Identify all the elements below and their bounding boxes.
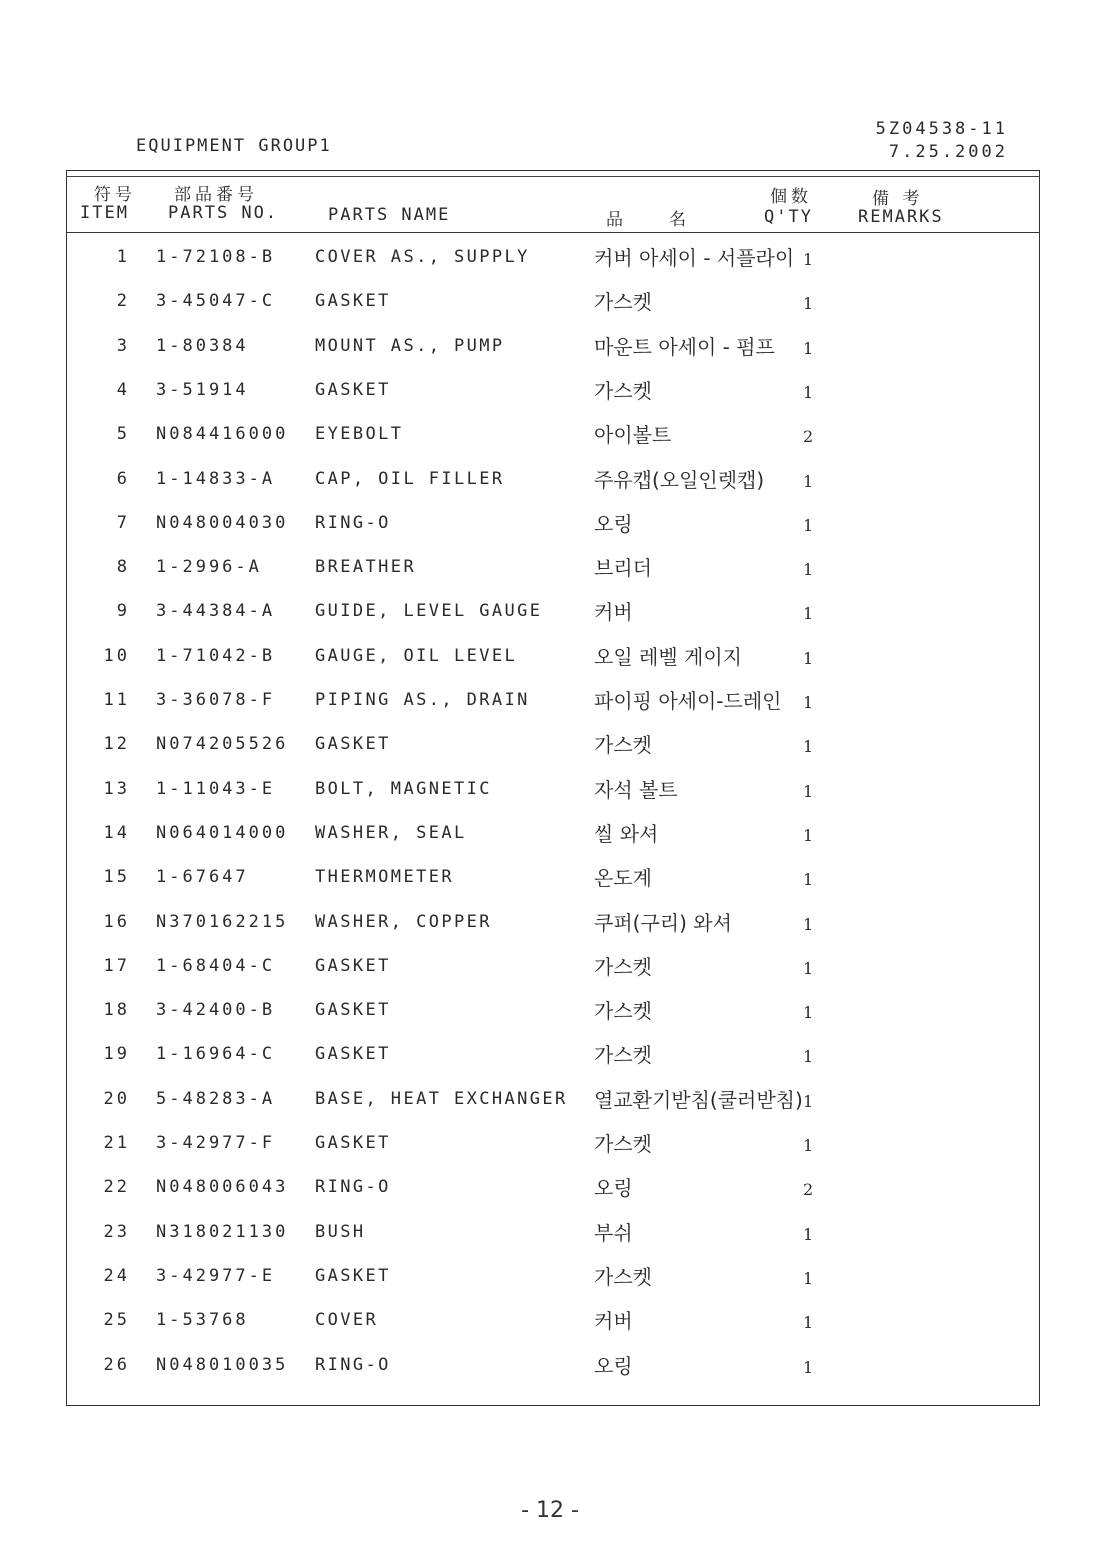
part-name: BOLT, MAGNETIC — [315, 778, 492, 799]
korean-part-name: 가스켓 — [594, 290, 652, 315]
quantity: 1 — [803, 693, 817, 712]
quantity: 1 — [803, 958, 817, 978]
parts-no-cjk-header: 部品番号 — [174, 185, 258, 205]
table-row — [0, 1177, 1100, 1221]
part-number: 1-68404-C — [156, 955, 276, 976]
quantity: 1 — [803, 1136, 817, 1155]
part-number: N048006043 — [156, 1177, 289, 1198]
table-row — [0, 823, 1100, 867]
quantity: 2 — [803, 1180, 817, 1200]
korean-part-name: 온도계 — [594, 866, 652, 891]
item-number: 16 — [103, 911, 130, 932]
document-id-block — [876, 118, 1008, 164]
item-number: 26 — [103, 1354, 130, 1375]
part-name: THERMOMETER — [315, 867, 454, 888]
remarks-header: REMARKS — [858, 207, 944, 227]
korean-part-name: 쿠퍼(구리) 와셔 — [594, 910, 732, 935]
part-name: COVER — [315, 1310, 379, 1331]
part-name: EYEBOLT — [315, 424, 404, 445]
part-number: 1-14833-A — [156, 468, 276, 489]
quantity: 1 — [803, 604, 817, 624]
part-name: CAP, OIL FILLER — [315, 468, 505, 489]
part-number: 1-80384 — [156, 335, 249, 356]
part-number: 3-42977-E — [156, 1265, 276, 1286]
document-number: 5Z04538-11 — [875, 119, 1008, 139]
table-row — [0, 1089, 1100, 1133]
item-number: 11 — [103, 690, 130, 710]
korean-part-name: 커버 아세이 - 서플라이 — [594, 246, 795, 270]
table-row — [0, 690, 1100, 734]
item-number: 18 — [103, 1000, 130, 1021]
table-row — [0, 380, 1100, 424]
quantity: 1 — [803, 648, 817, 668]
item-number: 13 — [103, 778, 130, 799]
korean-part-name: 가스켓 — [594, 1043, 652, 1068]
item-number: 15 — [103, 867, 130, 888]
quantity: 1 — [803, 250, 817, 269]
part-name: BREATHER — [315, 557, 417, 578]
table-row — [0, 912, 1100, 956]
table-row — [0, 1000, 1100, 1044]
part-number: N084416000 — [156, 424, 289, 445]
part-number: 3-42977-F — [156, 1133, 276, 1153]
korean-part-name: 파이핑 아세이-드레인 — [594, 689, 782, 713]
item-number: 25 — [103, 1310, 130, 1331]
korean-part-name: 씰 와셔 — [594, 821, 659, 846]
part-number: N048010035 — [156, 1354, 289, 1375]
korean-part-name: 가스켓 — [594, 733, 652, 758]
korean-part-name: 가스켓 — [594, 999, 652, 1024]
qty-header: Q'TY — [764, 207, 813, 227]
korean-name-header: 品 名 — [606, 210, 690, 230]
korean-part-name: 오링 — [594, 511, 633, 536]
table-row — [0, 247, 1100, 291]
korean-part-name: 오링 — [594, 1353, 633, 1378]
part-name: RING-O — [315, 512, 391, 533]
item-number: 7 — [116, 512, 130, 533]
item-number: 12 — [103, 734, 130, 755]
quantity: 1 — [803, 1224, 817, 1244]
part-number: 3-42400-B — [156, 1000, 276, 1021]
table-row — [0, 867, 1100, 911]
table-row — [0, 1044, 1100, 1088]
quantity: 1 — [803, 560, 817, 580]
item-number: 14 — [103, 822, 130, 843]
part-number: 3-36078-F — [156, 690, 276, 710]
item-number: 4 — [116, 379, 130, 400]
table-row — [0, 779, 1100, 823]
table-row — [0, 557, 1100, 601]
part-name: WASHER, COPPER — [315, 911, 492, 932]
quantity: 1 — [803, 737, 817, 757]
part-number: 5-48283-A — [156, 1088, 276, 1109]
part-name: BUSH — [315, 1221, 366, 1242]
quantity: 1 — [803, 914, 817, 934]
item-header: ITEM — [80, 203, 129, 223]
part-name: GASKET — [315, 1044, 391, 1065]
part-number: N074205526 — [156, 734, 289, 755]
quantity: 1 — [803, 870, 817, 890]
quantity: 1 — [803, 471, 817, 491]
part-number: 1-11043-E — [156, 778, 276, 799]
part-name: GAUGE, OIL LEVEL — [315, 645, 518, 666]
part-number: 1-16964-C — [156, 1044, 276, 1065]
part-name: RING-O — [315, 1177, 391, 1198]
item-number: 24 — [103, 1265, 130, 1286]
part-name: COVER AS., SUPPLY — [315, 247, 530, 267]
table-row — [0, 734, 1100, 778]
quantity: 1 — [803, 338, 817, 358]
parts-no-header: PARTS NO. — [168, 203, 279, 223]
part-number: 1-2996-A — [156, 557, 262, 578]
part-name: GASKET — [315, 379, 391, 400]
part-name: GASKET — [315, 955, 391, 976]
part-number: 3-45047-C — [156, 291, 276, 312]
quantity: 1 — [803, 1313, 817, 1333]
part-name: RING-O — [315, 1354, 391, 1375]
parts-name-header: PARTS NAME — [328, 205, 451, 225]
item-number: 22 — [103, 1177, 130, 1198]
item-number: 9 — [116, 601, 130, 622]
item-number: 6 — [116, 468, 130, 489]
korean-part-name: 오링 — [594, 1176, 633, 1201]
quantity: 1 — [803, 515, 817, 535]
part-name: WASHER, SEAL — [315, 822, 467, 843]
header-divider — [66, 232, 1040, 233]
korean-part-name: 브리더 — [594, 556, 652, 581]
item-number: 19 — [103, 1044, 130, 1065]
table-row — [0, 291, 1100, 335]
part-number: 1-71042-B — [156, 645, 276, 666]
quantity: 1 — [803, 825, 817, 845]
part-name: BASE, HEAT EXCHANGER — [315, 1088, 568, 1109]
part-number: N064014000 — [156, 822, 289, 843]
korean-part-name: 주유캡(오일인렛캡) — [594, 467, 765, 492]
page-number: - 12 - — [521, 1498, 579, 1523]
table-row — [0, 513, 1100, 557]
item-number: 17 — [103, 955, 130, 976]
table-row — [0, 469, 1100, 513]
part-number: 1-67647 — [156, 867, 249, 888]
part-name: MOUNT AS., PUMP — [315, 335, 505, 356]
item-number: 23 — [103, 1221, 130, 1242]
korean-part-name: 가스켓 — [594, 954, 652, 979]
table-row — [0, 1355, 1100, 1399]
korean-part-name: 가스켓 — [594, 1264, 652, 1289]
quantity: 1 — [803, 1091, 817, 1111]
part-number: N370162215 — [156, 911, 289, 932]
item-number: 5 — [116, 424, 130, 445]
quantity: 1 — [803, 1268, 817, 1288]
korean-part-name: 커버 — [594, 1309, 633, 1334]
frame-double-line — [66, 176, 1040, 177]
part-name: GASKET — [315, 1265, 391, 1286]
korean-part-name: 열교환기받침(쿨러받침) — [594, 1087, 803, 1112]
part-name: GASKET — [315, 1000, 391, 1021]
table-row — [0, 646, 1100, 690]
korean-part-name: 가스켓 — [594, 1132, 652, 1156]
part-number: 3-44384-A — [156, 601, 276, 622]
korean-part-name: 자석 볼트 — [594, 777, 678, 802]
part-number: 3-51914 — [156, 379, 249, 400]
korean-part-name: 커버 — [594, 600, 633, 625]
korean-part-name: 가스켓 — [594, 378, 652, 403]
qty-cjk-header: 個数 — [770, 187, 812, 207]
table-row — [0, 601, 1100, 645]
table-row — [0, 1222, 1100, 1266]
item-number: 21 — [103, 1133, 130, 1153]
item-number: 1 — [116, 247, 130, 267]
table-row — [0, 1133, 1100, 1177]
item-number: 2 — [116, 291, 130, 312]
item-number: 20 — [103, 1088, 130, 1109]
korean-part-name: 부쉬 — [594, 1220, 633, 1245]
part-name: GUIDE, LEVEL GAUGE — [315, 601, 543, 622]
part-number: 1-53768 — [156, 1310, 249, 1331]
part-number: 1-72108-B — [156, 247, 276, 267]
item-number: 3 — [116, 335, 130, 356]
quantity: 2 — [803, 427, 817, 447]
quantity: 1 — [803, 1357, 817, 1377]
document-title: EQUIPMENT GROUP1 — [136, 136, 332, 156]
korean-part-name: 마운트 아세이 - 펌프 — [594, 334, 775, 359]
part-number: N048004030 — [156, 512, 289, 533]
quantity: 1 — [803, 382, 817, 402]
korean-part-name: 아이볼트 — [594, 423, 672, 448]
part-name: GASKET — [315, 734, 391, 755]
quantity: 1 — [803, 294, 817, 314]
quantity: 1 — [803, 1047, 817, 1067]
part-name: GASKET — [315, 291, 391, 312]
part-number: N318021130 — [156, 1221, 289, 1242]
table-row — [0, 1310, 1100, 1354]
part-name: PIPING AS., DRAIN — [315, 690, 530, 710]
item-cjk-header: 符号 — [94, 185, 136, 205]
table-row — [0, 336, 1100, 380]
part-name: GASKET — [315, 1133, 391, 1153]
remarks-cjk-header: 備 考 — [872, 189, 924, 209]
table-row — [0, 1266, 1100, 1310]
quantity: 1 — [803, 781, 817, 801]
document-date: 7.25.2002 — [888, 142, 1008, 162]
item-number: 8 — [116, 557, 130, 578]
korean-part-name: 오일 레벨 게이지 — [594, 644, 742, 669]
quantity: 1 — [803, 1003, 817, 1023]
table-row — [0, 424, 1100, 468]
table-row — [0, 956, 1100, 1000]
item-number: 10 — [103, 645, 130, 666]
